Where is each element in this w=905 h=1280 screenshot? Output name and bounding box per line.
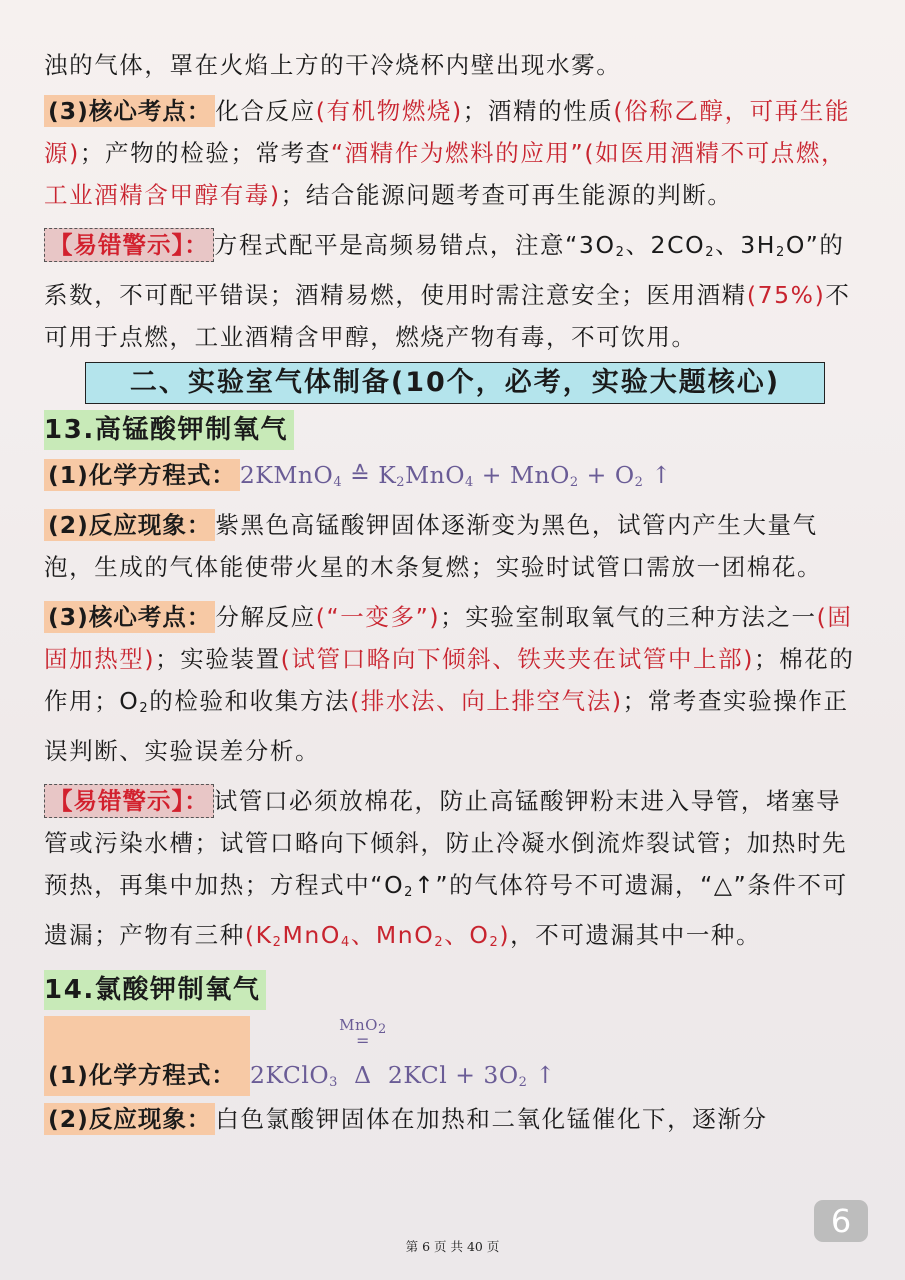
core-points-label: (3)核心考点： <box>44 601 215 633</box>
warning-label: 【易错警示】： <box>44 228 214 262</box>
page-number-badge: 6 <box>814 1200 868 1242</box>
phenomenon-label: (2)反应现象： <box>44 1103 215 1135</box>
intro-paragraph <box>44 44 866 86</box>
kclo3-phenomenon: (2)反应现象： 白色氯酸钾固体在加热和二氧化锰催化下，逐渐分 <box>44 1098 866 1140</box>
core-points-label: (3)核心考点： <box>44 95 215 127</box>
document-page <box>44 44 866 1140</box>
topic-14-title: 14.氯酸钾制氧气 <box>44 970 266 1010</box>
kmno4-equation: 2KMnO$_4$ ≙ $K_2MnO_4 + MnO_2 + O_2$ ↑ <box>239 461 672 490</box>
equation-label: (1)化学方程式： <box>48 1061 236 1089</box>
warning-label: 【易错警示】： <box>44 784 214 818</box>
section-heading: 二、实验室气体制备(10个，必考，实验大题核心) <box>85 362 825 404</box>
phenomenon-label: (2)反应现象： <box>44 509 215 541</box>
reaction-condition: MnO$_2$ = Δ <box>339 1016 387 1089</box>
kmno4-core-points: (3)核心考点： 分解反应(“一变多”)；实验室制取氧气的三种方法之一(固固加热型)；实验装置(试管口略向下倾斜、铁夹夹在试管中上部)；棉花的作用；$O_2$的检验和收集方法(排水法、向上排空气法)；常考查实验操作正误判断、实验误差分析。 <box>44 603 855 765</box>
kclo3-equation-line <box>44 1016 866 1096</box>
page-footer: 第 6 页 共 40 页 <box>405 1239 500 1254</box>
alcohol-core-points: (3)核心考点： 化合反应(有机物燃烧)；酒精的性质(俗称乙醇，可再生能源)；产物的检验；常考查“酒精作为燃料的应用”(如医用酒精不可点燃，工业酒精含甲醇有毒)；结合能源问题考查可再生能源的判断。 <box>44 97 851 209</box>
kmno4-phenomenon: (2)反应现象： 紫黑色高锰酸钾固体逐渐变为黑色，试管内产生大量气泡，生成的气体能使带火星的木条复燃；实验时试管口需放一团棉花。 <box>44 511 823 581</box>
kmno4-warning: 【易错警示】： 试管口必须放棉花，防止高锰酸钾粉末进入导管，堵塞导管或污染水槽；试管口略向下倾斜，防止冷凝水倒流炸裂试管；加热时先预热，再集中加热；方程式中“$O_2↑$”的气体符号不可遗漏，“△”条件不可遗漏；产物有三种($K_2MnO_4$、MnO$_2$、$O_2$)，不可遗漏其中一种。 <box>44 780 866 964</box>
intro-text: 浊的气体，罩在火焰上方的干冷烧杯内壁出现水雾。 <box>44 51 622 79</box>
equation-label: (1)化学方程式： <box>44 459 240 491</box>
kclo3-equation: 2KClO$_3$ MnO$_2$ = Δ $2KCl + 3O_2$ ↑ <box>250 1054 556 1104</box>
kmno4-equation-line <box>44 454 866 504</box>
topic-13-title: 13.高锰酸钾制氧气 <box>44 410 294 450</box>
alcohol-warning: 【易错警示】： 方程式配平是高频易错点，注意“$3O_2$、$2CO_2$、$3H_2O$”的系数，不可配平错误；酒精易燃，使用时需注意安全；医用酒精(75%)不可用于点燃，工业酒精含甲醇，燃烧产物有毒，不可饮用。 <box>44 224 866 358</box>
